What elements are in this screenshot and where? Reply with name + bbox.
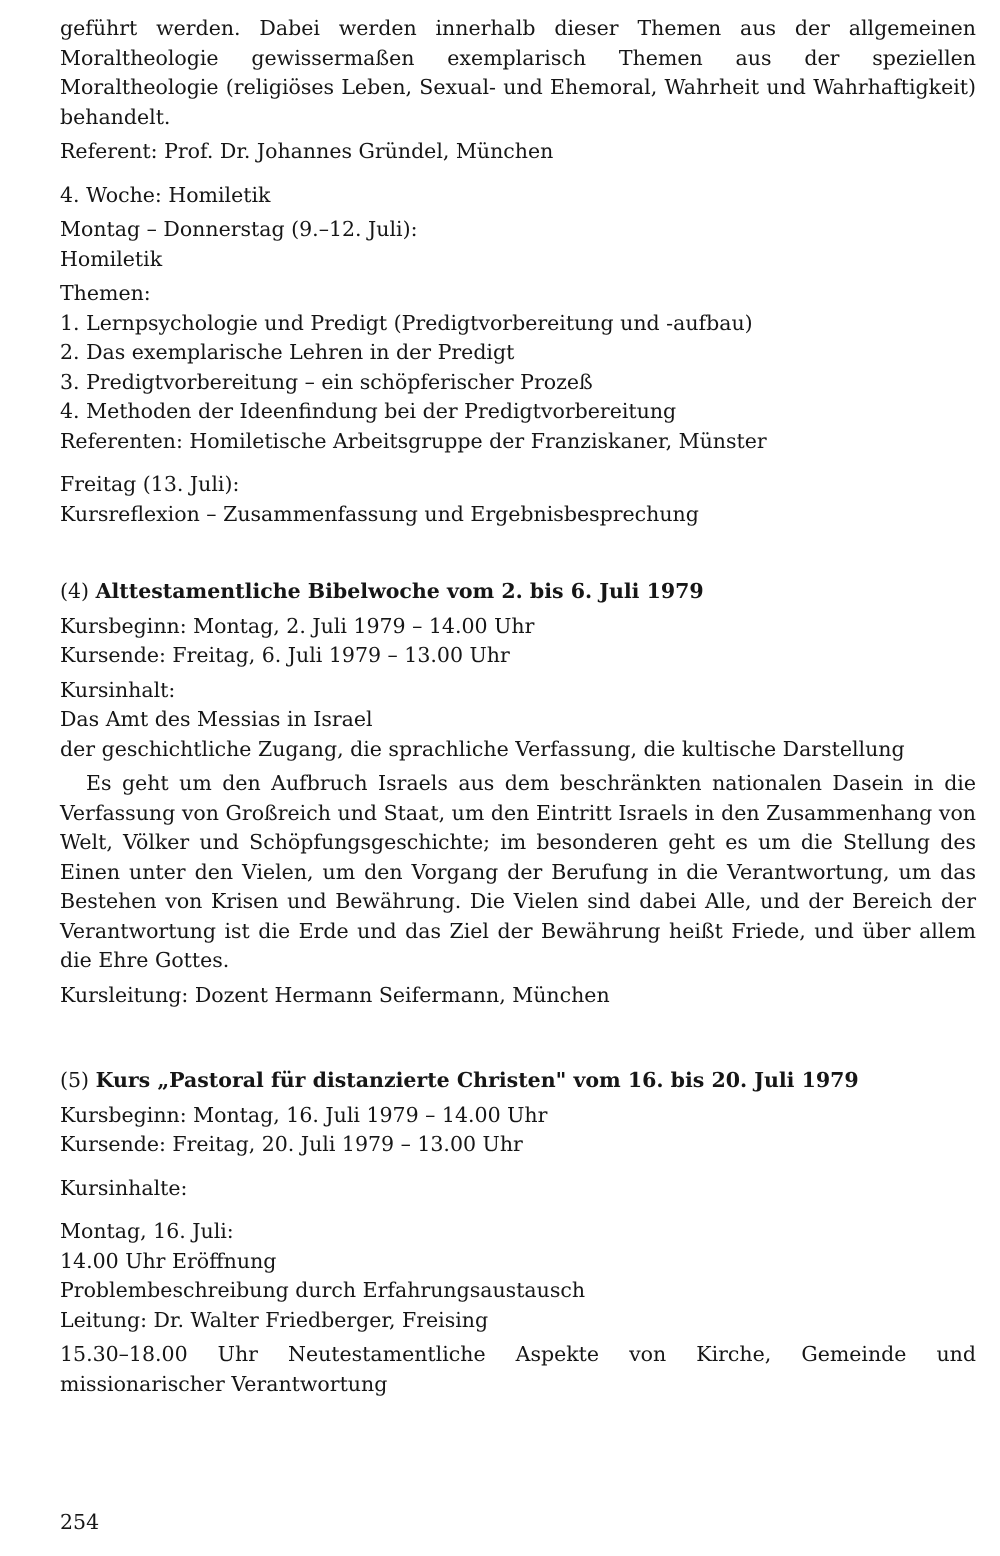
intro-referent: Referent: Prof. Dr. Johannes Gründel, München [60,139,554,163]
course4-content-title: Das Amt des Messias in Israel [60,707,373,731]
course5-number: (5) [60,1068,90,1092]
week4-friday-label: Freitag (13. Juli): [60,472,240,496]
week4-theme-item: 1. Lernpsychologie und Predigt (Predigtvorbereitung und -aufbau) [60,310,753,335]
course5-session: 15.30–18.00 Uhr Neutestamentliche Aspekte von Kirche, Gemeinde und missionarischer Verantwortung [60,1342,976,1396]
week4-friday-text: Kursreflexion – Zusammenfassung und Ergebnisbesprechung [60,501,699,526]
course5-contents-label: Kursinhalte: [60,1175,188,1200]
course4-heading [60,577,976,607]
week4-days: Montag – Donnerstag (9.–12. Juli): [60,217,418,241]
course5-start: Kursbeginn: Montag, 16. Juli 1979 – 14.00 Uhr [60,1102,548,1127]
course4-title: Alttestamentliche Bibelwoche vom 2. bis 6. Juli 1979 [95,579,704,603]
course5-opening: 14.00 Uhr Eröffnung [60,1248,277,1273]
course4-description: Es geht um den Aufbruch Israels aus dem beschränkten nationalen Dasein in die Verfassung von Großreich und Staat, um den Eintritt Israels in den Zusammenhang von Welt, Völker und Schöpfungsgeschichte; im besonderen geht es um die Stellung des Einen unter den Vielen, um den Vorgang der Berufung in die Verantwortung, um das Bestehen von Krisen und Bewährung. Die Vielen sind dabei Alle, und der Bereich der Verantwortung ist die Erde und das Ziel der Bewährung heißt Friede, und über allem die Ehre Gottes. [60,771,976,972]
course5-heading [60,1066,976,1096]
course5-title: Kurs „Pastoral für distanzierte Christen" vom 16. bis 20. Juli 1979 [95,1068,859,1092]
intro-paragraph: geführt werden. Dabei werden innerhalb dieser Themen aus der allgemeinen Moraltheologie gewissermaßen exemplarisch Themen aus der speziellen Moraltheologie (religiöses Leben, Sexual- und Ehemoral, Wahrheit und Wahrhaftigkeit) behandelt. [60,16,976,129]
week4-title: 4. Woche: Homiletik [60,182,271,207]
week4-subject: Homiletik [60,246,163,271]
week4-theme-item: 3. Predigtvorbereitung – ein schöpferischer Prozeß [60,369,593,394]
course5-day: Montag, 16. Juli: [60,1219,234,1243]
course4-content-subtitle: der geschichtliche Zugang, die sprachliche Verfassung, die kultische Darstellung [60,736,905,761]
course5-problem: Problembeschreibung durch Erfahrungsaustausch [60,1278,586,1302]
course4-content-label: Kursinhalt: [60,677,176,702]
course5-lead: Leitung: Dr. Walter Friedberger, Freising [60,1307,489,1332]
week4-referents: Referenten: Homiletische Arbeitsgruppe der Franziskaner, Münster [60,428,767,453]
course4-start: Kursbeginn: Montag, 2. Juli 1979 – 14.00 Uhr [60,613,535,638]
week4-themes-label: Themen: [60,281,151,305]
course4-end: Kursende: Freitag, 6. Juli 1979 – 13.00 Uhr [60,643,510,667]
week4-theme-item: 2. Das exemplarische Lehren in der Predigt [60,340,515,364]
page-number: 254 [60,1510,100,1534]
course4-lead: Kursleitung: Dozent Hermann Seifermann, München [60,982,610,1007]
course5-end: Kursende: Freitag, 20. Juli 1979 – 13.00 Uhr [60,1132,523,1156]
course4-number: (4) [60,579,90,603]
week4-theme-item: 4. Methoden der Ideenfindung bei der Predigtvorbereitung [60,399,677,423]
